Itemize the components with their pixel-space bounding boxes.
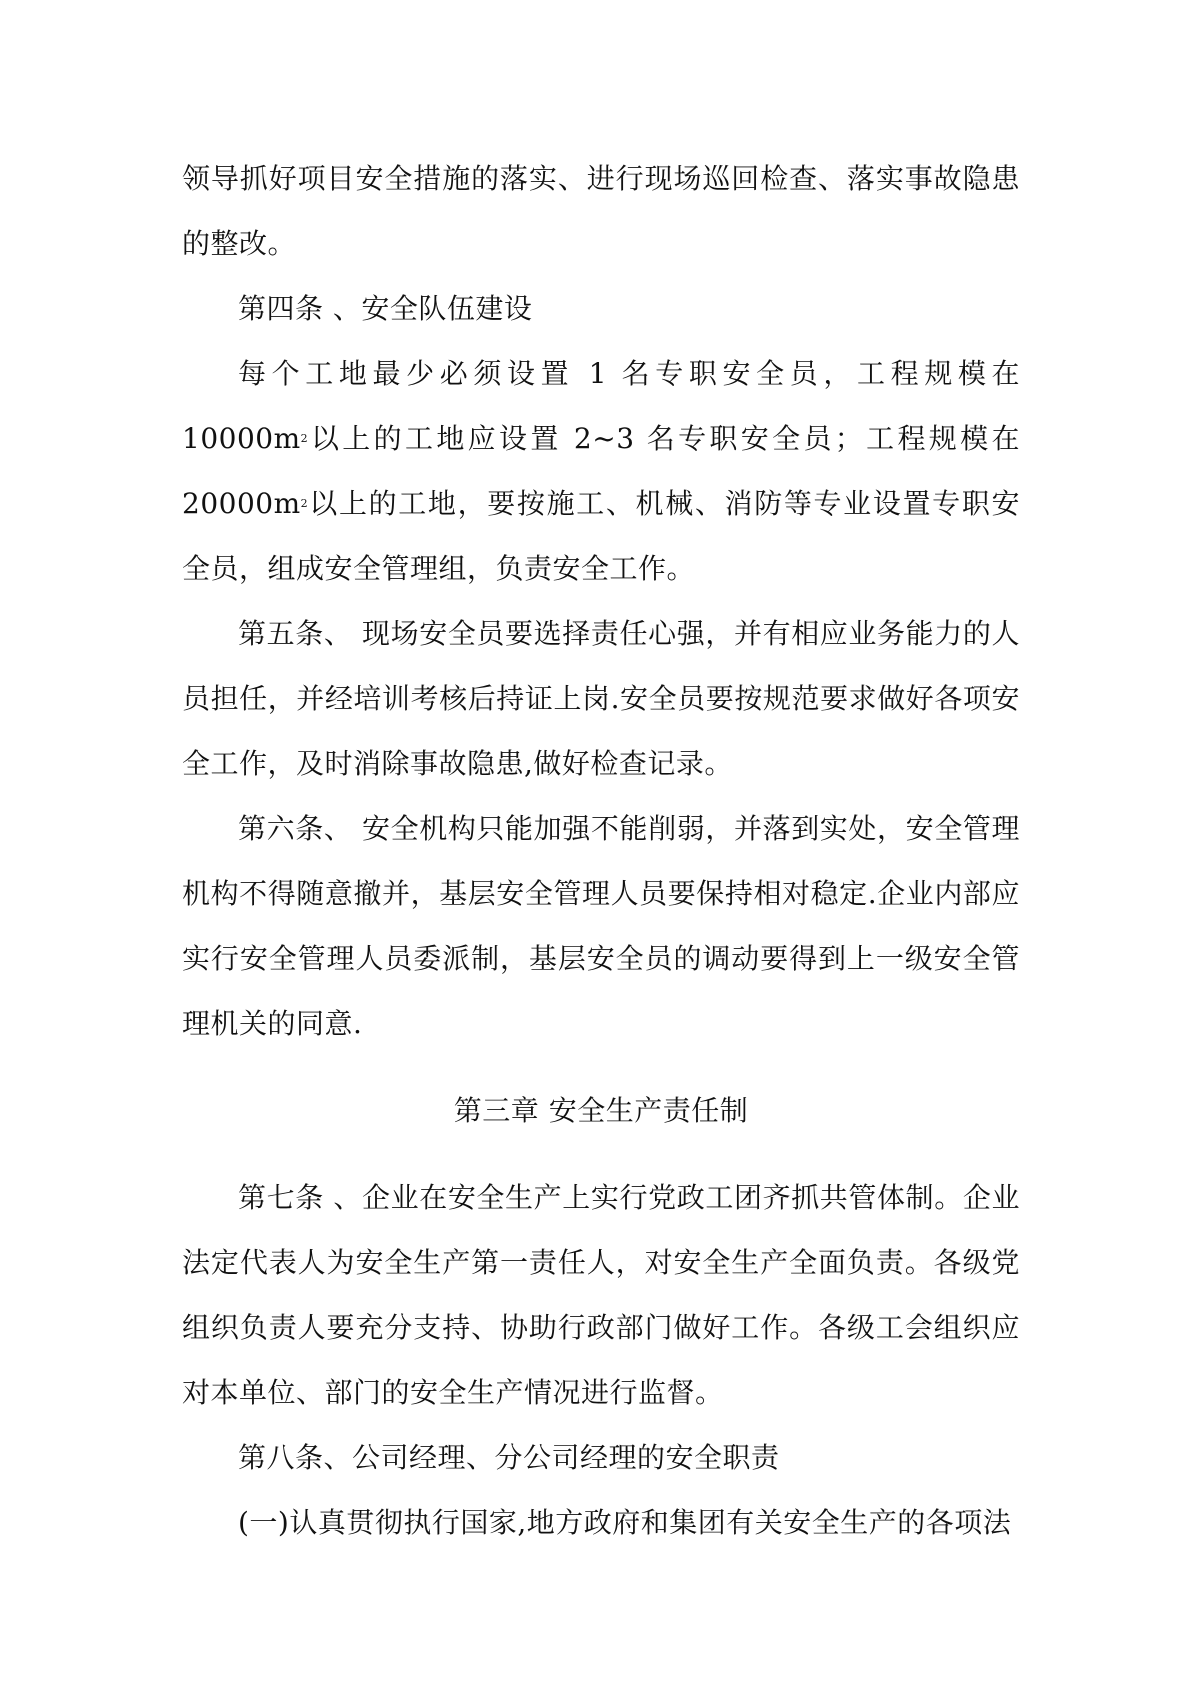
square-meter-superscript: 2 (300, 497, 309, 510)
article-4-text-part-1: 每个工地最少必须设置 1 名专职安全员，工程规模在 10000m (182, 357, 1020, 455)
square-meter-superscript: 2 (300, 432, 309, 445)
article-8-item-1: (一)认真贯彻执行国家,地方政府和集团有关安全生产的各项法 (238, 1506, 1012, 1539)
article-5: 第五条、 现场安全员要选择责任心强，并有相应业务能力的人员担任，并经培训考核后持证上岗.安全员要按规范要求做好各项安全工作，及时消除事故隐患,做好检查记录。 (182, 617, 1020, 780)
article-6: 第六条、 安全机构只能加强不能削弱，并落到实处，安全管理机构不得随意撤并，基层安全管理人员要保持相对稳定.企业内部应实行安全管理人员委派制，基层安全员的调动要得到上一级安全管理机关的同意. (182, 812, 1020, 1040)
paragraph-continuation: 领导抓好项目安全措施的落实、进行现场巡回检查、落实事故隐患的整改。 (182, 162, 1020, 260)
article-8-heading: 第八条、公司经理、分公司经理的安全职责 (238, 1441, 780, 1474)
article-7: 第七条 、企业在安全生产上实行党政工团齐抓共管体制。企业法定代表人为安全生产第一责任人，对安全生产全面负责。各级党组织负责人要充分支持、协助行政部门做好工作。各级工会组织应对本单位、部门的安全生产情况进行监督。 (182, 1181, 1020, 1409)
article-4-text-part-3: 以上的工地，要按施工、机械、消防等专业设置专职安全员，组成安全管理组，负责安全工作。 (182, 487, 1020, 585)
article-4-body (182, 341, 1020, 601)
document-body (182, 146, 1020, 1555)
article-4-heading: 第四条 、安全队伍建设 (238, 292, 533, 325)
chapter-3-heading: 第三章 安全生产责任制 (453, 1094, 749, 1127)
article-4-text-part-2: 以上的工地应设置 2~3 名专职安全员；工程规模在 20000m (182, 422, 1020, 520)
